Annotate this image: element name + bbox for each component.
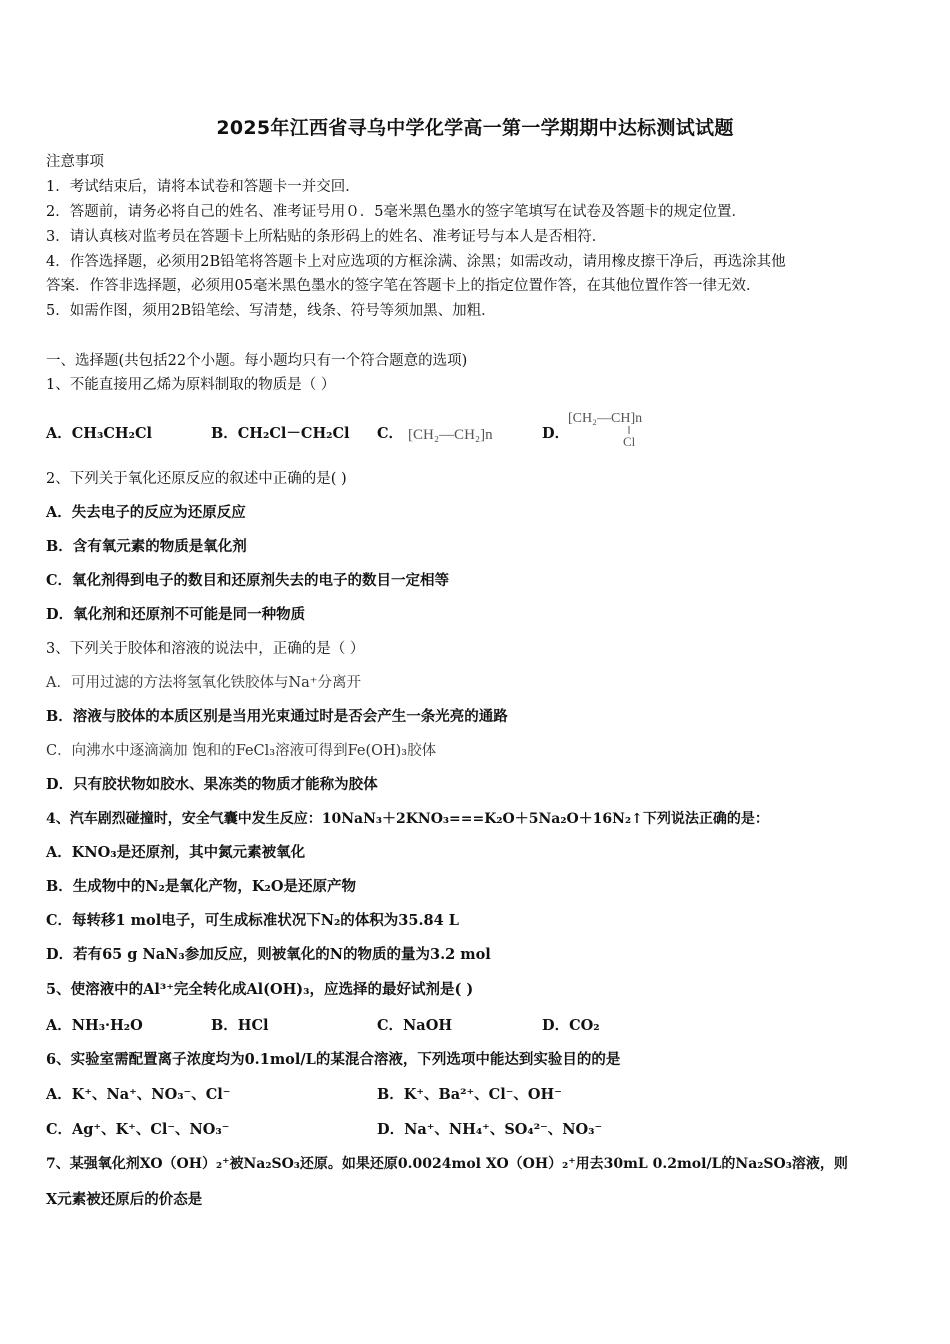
q6-option-b: B．K⁺、Ba²⁺、Cl⁻、OH⁻ — [377, 1086, 562, 1103]
q1-option-b — [211, 424, 350, 444]
q5-option-b: B．HCl — [211, 1017, 269, 1034]
polyethylene-formula-text: [CH₂—CH₂]n — [408, 427, 493, 443]
question-7-stem-line2: X元素被还原后的价态是 — [46, 1191, 203, 1208]
q5-option-c: C．NaOH — [377, 1017, 453, 1034]
pvc-chlorine-label: Cl — [623, 434, 636, 449]
q1-option-b-text: CH₂Cl－CH₂Cl — [237, 425, 350, 442]
polyvinyl-chloride-formula-text: [CH₂—CH]n — [568, 411, 643, 426]
question-5-stem: 5、使溶液中的Al³⁺完全转化成Al(OH)₃，应选择的最好试剂是( ) — [46, 981, 474, 998]
q1-option-a — [46, 424, 152, 444]
q1-option-d-label: D． — [542, 425, 570, 442]
q5-option-d: D．CO₂ — [542, 1017, 600, 1034]
q1-option-a-label: A． — [46, 425, 72, 442]
q3-option-c: C．向沸水中逐滴滴加 饱和的FeCl₃溶液可得到Fe(OH)₃胶体 — [46, 743, 437, 759]
notice-item: 答案．作答非选择题，必须用05毫米黑色墨水的签字笔在答题卡上的指定位置作答，在其他位置作答一律无效． — [46, 278, 761, 294]
question-3-stem: 3、下列关于胶体和溶液的说法中，正确的是（ ） — [46, 641, 365, 657]
q4-option-b: B．生成物中的N₂是氧化产物，K₂O是还原产物 — [46, 878, 356, 895]
notice-heading: 注意事项 — [46, 154, 104, 170]
q1-option-c-label: C． — [377, 425, 404, 442]
q4-option-d: D．若有65 g NaN₃参加反应，则被氧化的N的物质的量为3.2 mol — [46, 946, 491, 963]
q2-option-c: C．氧化剂得到电子的数目和还原剂失去的电子的数目一定相等 — [46, 572, 450, 589]
question-4-stem: 4、汽车剧烈碰撞时，安全气囊中发生反应：10NaN₃＋2KNO₃===K₂O＋5Na₂O＋16N₂↑下列说法正确的是： — [46, 811, 769, 827]
notice-item: 3．请认真核对监考员在答题卡上所粘贴的条形码上的姓名、准考证号与本人是否相符． — [46, 229, 607, 245]
question-2-stem: 2、下列关于氧化还原反应的叙述中正确的是( ) — [46, 471, 347, 487]
question-1-stem: 1、不能直接用乙烯为原料制取的物质是（ ） — [46, 377, 336, 393]
notice-item: 5．如需作图，须用2B铅笔绘、写清楚，线条、符号等须加黑、加粗． — [46, 303, 496, 319]
q3-option-b: B．溶液与胶体的本质区别是当用光束通过时是否会产生一条光亮的通路 — [46, 708, 508, 725]
q4-option-c: C．每转移1 mol电子，可生成标准状况下N₂的体积为35.84 L — [46, 912, 459, 929]
section-heading: 一、选择题(共包括22个小题。每小题均只有一个符合题意的选项) — [46, 353, 468, 369]
q1-option-b-label: B． — [211, 425, 238, 442]
q3-option-d: D．只有胶状物如胶水、果冻类的物质才能称为胶体 — [46, 776, 378, 793]
q2-option-a: A．失去电子的反应为还原反应 — [46, 504, 246, 521]
polyvinyl-chloride-formula — [566, 402, 676, 450]
q3-option-a: A．可用过滤的方法将氢氧化铁胶体与Na⁺分离开 — [46, 675, 361, 691]
page-title: 2025年江西省寻乌中学化学高一第一学期期中达标测试试题 — [216, 117, 734, 139]
notice-item: 2．答题前，请务必将自己的姓名、准考证号用０．5毫米黑色墨水的签字笔填写在试卷及答题卡的规定位置． — [46, 204, 746, 220]
q2-option-b: B．含有氧元素的物质是氧化剂 — [46, 538, 247, 555]
q2-option-d: D．氧化剂和还原剂不可能是同一种物质 — [46, 606, 306, 623]
q4-option-a: A．KNO₃是还原剂，其中氮元素被氧化 — [46, 844, 306, 861]
question-7-stem-line1: 7、某强氧化剂XO（OH）₂⁺被Na₂SO₃还原。如果还原0.0024mol XO（OH）₂⁺用去30mL 0.2mol/L的Na₂SO₃溶液，则 — [46, 1156, 848, 1172]
q1-option-a-text: CH₃CH₂Cl — [71, 425, 152, 442]
polyethylene-formula — [406, 418, 526, 450]
notice-item: 1．考试结束后，请将本试卷和答题卡一并交回． — [46, 179, 360, 195]
q6-option-c: C．Ag⁺、K⁺、Cl⁻、NO₃⁻ — [46, 1121, 230, 1138]
notice-item: 4．作答选择题，必须用2B铅笔将答题卡上对应选项的方框涂满、涂黑；如需改动，请用橡皮擦干净后，再选涂其他 — [46, 254, 786, 270]
q6-option-d: D．Na⁺、NH₄⁺、SO₄²⁻、NO₃⁻ — [377, 1121, 603, 1138]
question-6-stem: 6、实验室需配置离子浓度均为0.1mol/L的某混合溶液，下列选项中能达到实验目的的是 — [46, 1051, 621, 1068]
q6-option-a: A．K⁺、Na⁺、NO₃⁻、Cl⁻ — [46, 1086, 231, 1103]
q5-option-a: A．NH₃·H₂O — [46, 1017, 143, 1034]
